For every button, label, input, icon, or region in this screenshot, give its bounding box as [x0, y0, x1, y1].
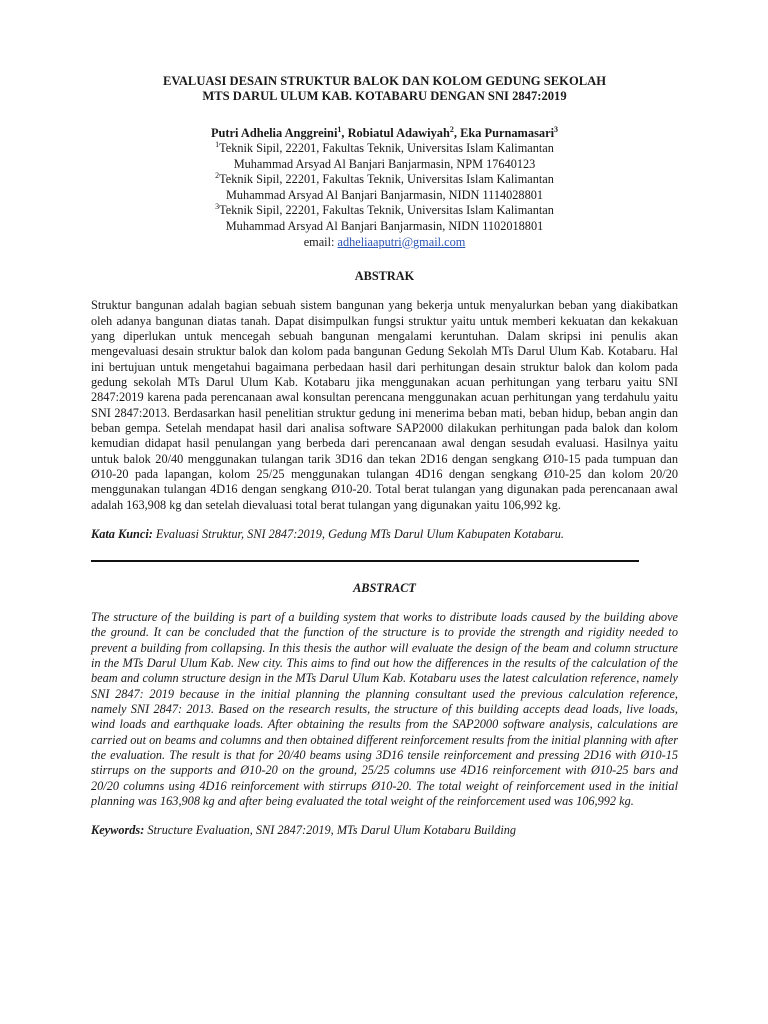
title-line-1: EVALUASI DESAIN STRUKTUR BALOK DAN KOLOM GEDUNG SEKOLAH	[162, 74, 607, 88]
affiliation-line: Muhammad Arsyad Al Banjari Banjarmasin, NIDN 1102018801	[225, 218, 544, 233]
affiliation-line: Teknik Sipil, 22201, Fakultas Teknik, Universitas Islam Kalimantan	[219, 203, 554, 218]
affiliation-line: Teknik Sipil, 22201, Fakultas Teknik, Universitas Islam Kalimantan	[219, 141, 554, 155]
kata-kunci-text: Evaluasi Struktur, SNI 2847:2019, Gedung MTs Darul Ulum Kabupaten Kotabaru.	[152, 526, 565, 541]
abstrak-body: Struktur bangunan adalah bagian sebuah sistem bangunan yang bekerja untuk menyalurkan beban yang diakibatkan oleh adanya bangunan diatas tanah. Dapat disimpulkan fungsi struktur yaitu untuk memberi kekuatan dan kekakuan yang diperlukan untuk mencegah sebuah bangunan mengalami keruntuhan. Dalam skripsi ini penulis akan mengevaluasi desain struktur balok dan kolom pada bangunan Gedung Sekolah MTs Darul Ulum Kab. Kotabaru. Hal ini bertujuan untuk mengetahui bagaimana perbedaan hasil dari perhitungan desain struktur balok dan kolom pada gedung sekolah MTs Darul Ulum Kab. Kotabaru jika menggunakan acuan perhitungan yang terbaru yaitu SNI 2847:2019 karena pada perencanaan awal konsultan perencana menggunakan acuan perhitungan yang terdahulu yaitu SNI 2847:2013. Berdasarkan hasil penelitian struktur gedung ini menerima beban mati, beban hidup, beban angin dan beban gempa. Setelah mendapat hasil dari analisa software SAP2000 dilakukan perhitungan pada balok dan kolom kemudian didapat hasil penulangan yang berbeda dari perencanaan awal dengan sesudah evaluasi. Hasilnya yaitu untuk balok 20/40 menggunakan tulangan tarik 3D16 dan tekan 2D16 dengan sengkang Ø10-15 pada tumpuan dan Ø10-20 pada lapangan, kolom 25/25 menggunakan tulangan 4D16 dengan sengkang Ø10-25 dan kolom 20/20 menggunakan tulangan 4D16 dengan sengkang Ø10-20. Total berat tulangan yang digunakan pada perencanaan awal adalah 163,908 kg dan setelah dievaluasi total berat tulangan yang digunakan yaitu 106,992 kg.	[91, 298, 678, 512]
abstract-body: The structure of the building is part of a building system that works to distribute loads caused by the building above the ground. It can be concluded that the function of the structure is to provide the strength and rigidity needed to prevent a building from collapsing. In this thesis the author will evaluate the design of the beam and column structure in the MTs Darul Ulum Kab. New city. This aims to find out how the differences in the results of the calculation of the beam and column structure design in the MTs Darul Ulum Kab. Kotabaru uses the latest calculation reference, namely SNI 2847: 2019 because in the initial planning the planning consultant used the previous calculation reference, namely SNI 2847: 2013. Based on the research results, the structure of this building accepts dead loads, live loads, wind loads and earthquake loads. After obtaining the results from the SAP2000 software analysis, calculations are carried out on beams and columns and then obtained different reinforcement results from the initial planning with after the evaluation. The result is that for 20/40 beams using 3D16 tensile reinforcement and pressing 2D16 with Ø10-15 stirrups on the supports and Ø10-20 on the ground, 25/25 columns use 4D16 reinforcement with Ø10-25 bars and 20/20 columns using 4D16 reinforcement with stirrups Ø10-20. The total weight of reinforcement used in the initial planning was 163,908 kg and after being evaluated the total weight of the reinforcement used was 106,992 kg.	[91, 609, 678, 809]
affiliation-1	[91, 141, 678, 172]
author-separator: ,	[341, 126, 348, 140]
email-line	[91, 235, 678, 251]
author-list	[91, 126, 678, 141]
affiliation-line: Teknik Sipil, 22201, Fakultas Teknik, Universitas Islam Kalimantan	[219, 172, 554, 187]
affiliation-2	[91, 172, 678, 203]
title-line-2: MTS DARUL ULUM KAB. KOTABARU DENGAN SNI 2847:2019	[202, 89, 567, 103]
kata-kunci	[91, 527, 678, 542]
affiliation-superscript: 1	[215, 139, 220, 149]
email-link[interactable]: adheliaaputri@gmail.com	[337, 234, 466, 249]
keywords-label: Keywords:	[91, 823, 145, 838]
affiliation-line: Muhammad Arsyad Al Banjari Banjarmasin, NIDN 1114028801	[225, 187, 544, 202]
kata-kunci-label: Kata Kunci:	[91, 526, 153, 541]
author-superscript: 3	[554, 124, 559, 134]
author-name: Putri Adhelia Anggreini	[210, 126, 338, 140]
author-name: Robiatul Adawiyah	[347, 126, 450, 140]
author-superscript: 1	[337, 124, 342, 134]
email-label: email:	[303, 234, 338, 249]
abstract-heading: ABSTRACT	[353, 580, 416, 595]
affiliation-3	[91, 203, 678, 234]
keywords-text: Structure Evaluation, SNI 2847:2019, MTs Darul Ulum Kotabaru Building	[144, 823, 517, 838]
author-name: Eka Purnamasari	[460, 126, 555, 140]
author-separator: ,	[453, 126, 461, 140]
paper-title	[91, 74, 678, 104]
abstrak-heading: ABSTRAK	[354, 269, 415, 284]
section-divider	[91, 560, 639, 562]
affiliation-superscript: 3	[215, 202, 220, 212]
keywords	[91, 823, 678, 838]
author-superscript: 2	[449, 124, 454, 134]
affiliation-line: Muhammad Arsyad Al Banjari Banjarmasin, NPM 17640123	[233, 156, 536, 171]
affiliation-superscript: 2	[215, 171, 220, 181]
